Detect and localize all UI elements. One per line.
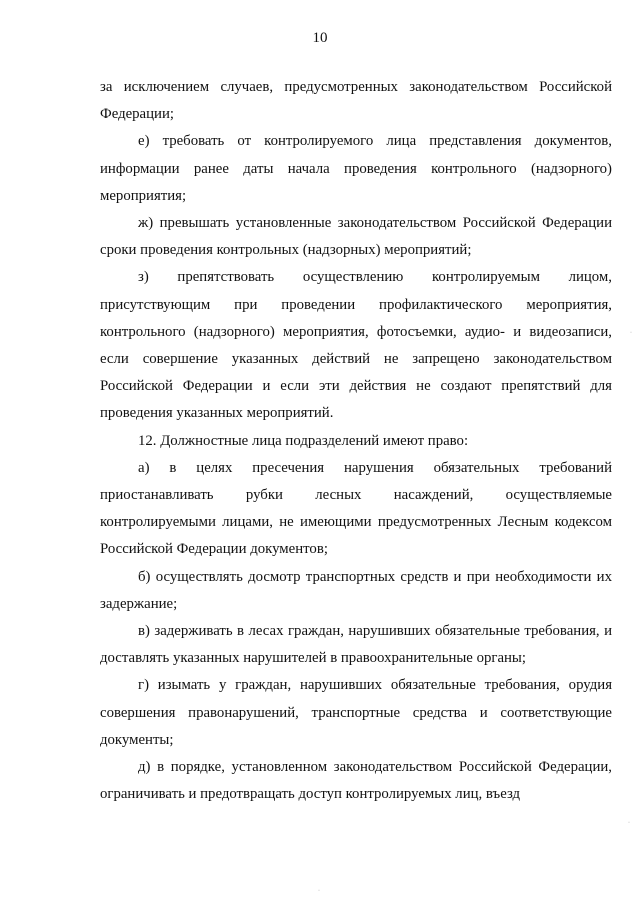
paragraph-continuation: за исключением случаев, предусмотренных законодательством Российской Федерации; [100, 79, 612, 123]
paragraph-item-a: а) в целях пресечения нарушения обязательных требований приостанавливать рубки лесных насаждений, осуществляемые контролируемыми лицами, не имеющими предусмотренных Лесным кодексом Российской Федерации документов; [100, 459, 612, 558]
paragraph-section-12: 12. Должностные лица подразделений имеют право: [138, 432, 469, 449]
paragraph-item-v: в) задерживать в лесах граждан, нарушивших обязательные требования, и доставлять указанных нарушителей в правоохранительные органы; [100, 623, 612, 667]
paragraph-item-d: д) в порядке, установленном законодательством Российской Федерации, ограничивать и предотвращать доступ контролируемых лиц, въезд [100, 759, 612, 803]
paragraph-item-g: г) изымать у граждан, нарушивших обязательные требования, орудия совершения правонарушений, транспортные средства и соответствующие документы; [100, 677, 612, 748]
document-body [100, 74, 612, 808]
paragraph-item-zh: ж) превышать установленные законодательством Российской Федерации сроки проведения контрольных (надзорных) мероприятий; [100, 215, 612, 259]
scan-speck: · [630, 330, 632, 336]
paragraph-item-b: б) осуществлять досмотр транспортных средств и при необходимости их задержание; [100, 568, 612, 612]
scan-speck: · [318, 888, 320, 894]
paragraph-item-e: е) требовать от контролируемого лица представления документов, информации ранее даты начала проведения контрольного (надзорного) мероприятия; [100, 133, 612, 204]
page-number: 10 [312, 30, 328, 46]
paragraph-item-z: з) препятствовать осуществлению контролируемым лицом, присутствующим при проведении профилактического мероприятия, контрольного (надзорного) мероприятия, фотосъемки, аудио- и видеозаписи, если совершение указанных действий не запрещено законодательством Российской Федерации и если эти действия не создают препятствий для проведения указанных мероприятий. [100, 269, 612, 422]
scan-speck: · [628, 820, 630, 826]
